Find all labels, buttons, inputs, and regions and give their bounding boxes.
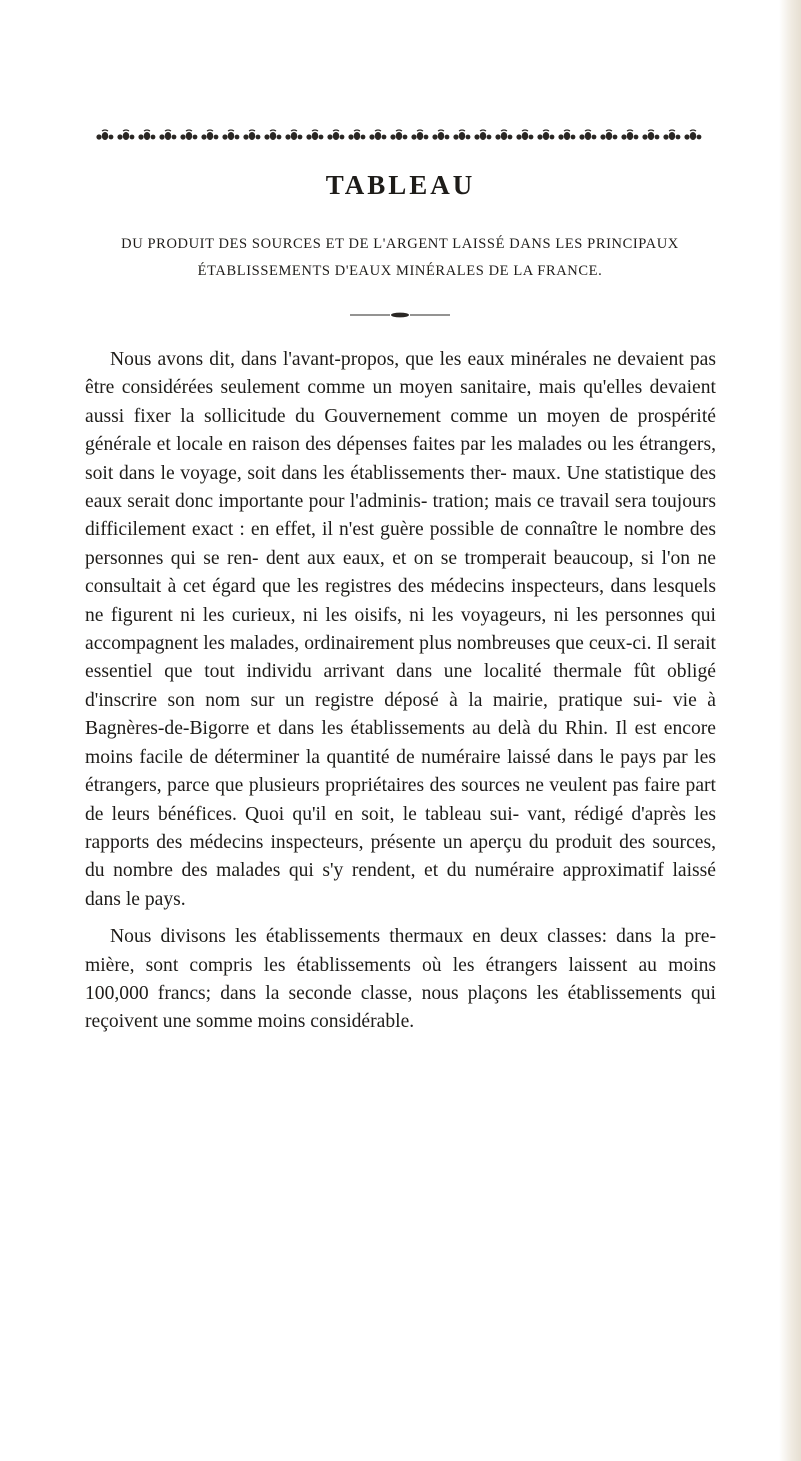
decorative-ornament-band xyxy=(95,128,710,144)
subtitle-line-1: DU PRODUIT DES SOURCES ET DE L'ARGENT LAISSÉ DANS LES PRINCIPAUX xyxy=(121,236,679,252)
body-text xyxy=(85,346,716,1037)
decorative-rule xyxy=(350,312,450,318)
page-edge xyxy=(779,0,801,1461)
paragraph-2: Nous divisons les établissements thermaux en deux classes: dans la pre- mière, sont compris les établissements où les étrangers laissent au moins 100,000 francs; dans la seconde classe, nous plaçons les établissements qui reçoivent une somme moins considérable. xyxy=(85,926,716,1033)
page-title: TABLEAU xyxy=(325,170,476,200)
subtitle xyxy=(90,231,710,285)
subtitle-line-2: ÉTABLISSEMENTS D'EAUX MINÉRALES DE LA FRANCE. xyxy=(197,263,603,279)
paragraph-1: Nous avons dit, dans l'avant-propos, que les eaux minérales ne devaient pas être considérées seulement comme un moyen sanitaire, mais qu'elles devaient aussi fixer la sollicitude du Gouvernement comme un moyen de prospérité générale et locale en raison des dépenses faites par les malades ou les étrangers, soit dans le voyage, soit dans les établissements ther- maux. Une statistique des eaux serait donc importante pour l'adminis- tration; mais ce travail sera toujours difficilement exact : en effet, il n'est guère possible de connaître le nombre des personnes qui se ren- dent aux eaux, et on se tromperait beaucoup, si l'on ne consultait à cet égard que les registres des médecins inspecteurs, dans lesquels ne figurent ni les curieux, ni les oisifs, ni les voyageurs, ni les personnes qui accompagnent les malades, ordinairement plus nombreuses que ceux-ci. Il serait essentiel que tout individu arrivant dans une localité thermale fût obligé d'inscrire son nom sur un registre déposé à la mairie, pratique sui- vie à Bagnères-de-Bigorre et dans les établissements au delà du Rhin. Il est encore moins facile de déterminer la quantité de numéraire laissé dans le pays par les étrangers, parce que plusieurs propriétaires des sources ne veulent pas faire part de leurs bénéfices. Quoi qu'il en soit, le tableau sui- vant, rédigé d'après les rapports des médecins inspecteurs, présente un aperçu du produit des sources, du nombre des malades qui s'y rendent, et du numéraire approximatif laissé dans le pays. xyxy=(85,349,716,910)
